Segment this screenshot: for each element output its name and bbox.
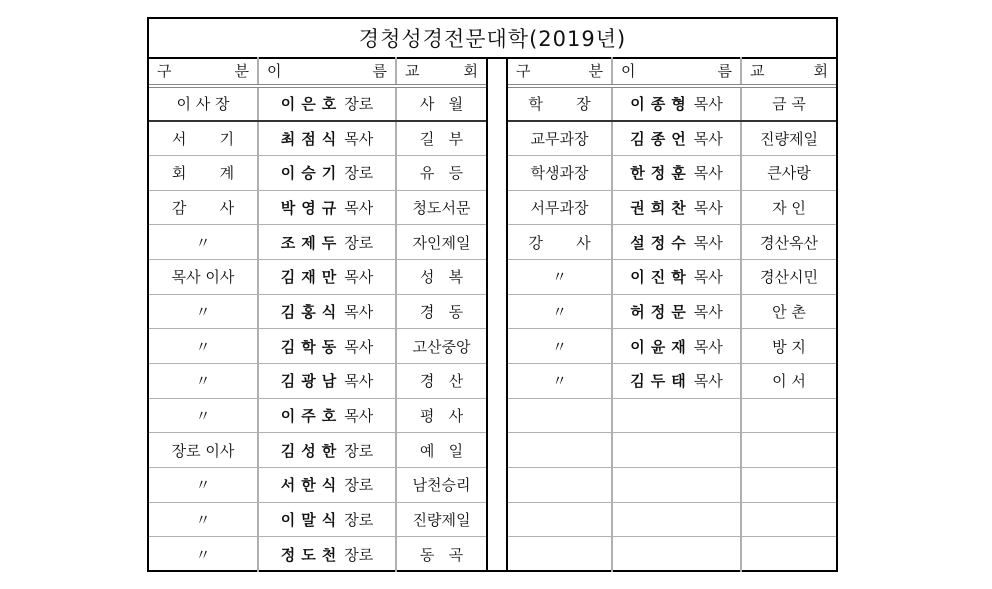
church-cell	[741, 502, 836, 537]
person-name: 김종언	[630, 129, 692, 148]
role-cell: 이 사 장	[149, 86, 258, 121]
name-cell	[258, 225, 396, 260]
header-row	[149, 57, 486, 86]
church-cell: 이 서	[741, 364, 836, 399]
table-row	[149, 121, 486, 156]
person-name: 권희찬	[630, 198, 692, 217]
name-cell	[612, 398, 741, 433]
table-row	[508, 502, 836, 537]
role-cell	[508, 398, 612, 433]
role-cell: 학생과장	[508, 155, 612, 190]
role-cell: 〃	[508, 259, 612, 294]
person-name: 한정훈	[630, 164, 692, 183]
name-cell	[612, 259, 741, 294]
header-cell	[258, 57, 396, 86]
name-cell	[612, 364, 741, 399]
church-cell: 고산중앙	[396, 329, 486, 364]
table-row	[149, 502, 486, 537]
person-name: 서한식	[280, 476, 343, 495]
church-cell	[741, 537, 836, 572]
table-row	[149, 259, 486, 294]
table-row	[149, 537, 486, 572]
table-row	[508, 86, 836, 121]
name-cell	[258, 294, 396, 329]
table-row	[149, 433, 486, 468]
person-name: 김성한	[280, 441, 343, 460]
church-cell: 유 등	[396, 155, 486, 190]
church-cell: 진량제일	[741, 121, 836, 156]
person-name: 이주호	[280, 407, 343, 426]
name-cell	[258, 468, 396, 503]
church-cell: 경산옥산	[741, 225, 836, 260]
church-cell: 진량제일	[396, 502, 486, 537]
table-row	[508, 225, 836, 260]
table-row	[149, 190, 486, 225]
role-cell: 학 장	[508, 86, 612, 121]
person-title: 장로	[344, 511, 374, 530]
header-char: 름	[717, 62, 732, 80]
person-name: 김광남	[280, 372, 343, 391]
header-cell	[396, 57, 486, 86]
person-title: 목사	[344, 198, 374, 217]
right-roster-table	[508, 57, 836, 572]
person-title: 목사	[344, 268, 374, 287]
header-char: 회	[813, 62, 828, 80]
person-title: 목사	[693, 95, 723, 114]
header-cell	[149, 57, 258, 86]
church-cell: 방 지	[741, 329, 836, 364]
right-roster	[506, 57, 836, 570]
header-char: 교	[405, 62, 420, 80]
role-cell: 〃	[149, 225, 258, 260]
name-cell	[258, 259, 396, 294]
person-title: 장로	[344, 441, 374, 460]
header-cell	[612, 57, 741, 86]
church-cell: 청도서문	[396, 190, 486, 225]
person-title: 목사	[344, 129, 374, 148]
person-name: 김두태	[630, 372, 692, 391]
church-cell: 평 사	[396, 398, 486, 433]
table-row	[508, 329, 836, 364]
person-title: 목사	[344, 337, 374, 356]
person-title: 목사	[344, 372, 374, 391]
left-roster-table	[149, 57, 486, 572]
header-label	[149, 60, 257, 81]
church-cell	[741, 433, 836, 468]
church-cell: 사 월	[396, 86, 486, 121]
name-cell	[258, 502, 396, 537]
person-name: 이윤재	[630, 337, 692, 356]
header-label	[397, 60, 486, 81]
header-cell	[508, 57, 612, 86]
role-cell: 〃	[508, 294, 612, 329]
header-row	[508, 57, 836, 86]
table-row	[508, 398, 836, 433]
person-title: 장로	[344, 95, 374, 114]
church-cell	[741, 468, 836, 503]
church-cell: 동 곡	[419, 546, 464, 565]
header-char: 구	[516, 62, 531, 80]
person-name: 이은호	[280, 95, 343, 114]
header-char: 회	[463, 62, 478, 80]
church-cell: 길 부	[396, 121, 486, 156]
name-cell	[612, 329, 741, 364]
role-cell: 서무과장	[508, 190, 612, 225]
role-cell: 목사 이사	[149, 259, 258, 294]
role-cell: 〃	[149, 364, 258, 399]
header-char: 이	[621, 62, 636, 80]
person-name: 이말식	[280, 511, 343, 530]
name-cell	[258, 329, 396, 364]
person-title: 장로	[344, 546, 374, 565]
name-cell	[258, 433, 396, 468]
name-cell	[612, 433, 741, 468]
name-cell	[612, 468, 741, 503]
church-cell: 자인제일	[396, 225, 486, 260]
church-cell: 남천승리	[396, 468, 486, 503]
role-cell	[508, 468, 612, 503]
table-row	[508, 259, 836, 294]
header-char: 름	[372, 62, 387, 80]
roster-document	[147, 17, 838, 572]
name-cell	[258, 155, 396, 190]
person-title: 목사	[693, 268, 723, 287]
table-row	[149, 86, 486, 121]
person-title: 목사	[693, 372, 723, 391]
role-cell: 〃	[508, 364, 612, 399]
church-cell: 큰사랑	[741, 155, 836, 190]
person-name: 이진학	[630, 268, 692, 287]
table-row	[508, 190, 836, 225]
person-title: 목사	[693, 337, 723, 356]
name-cell	[612, 225, 741, 260]
person-name: 이승기	[280, 164, 343, 183]
table-row	[508, 364, 836, 399]
role-cell: 감 사	[149, 190, 258, 225]
church-cell: 예 일	[396, 433, 486, 468]
role-cell: 〃	[508, 329, 612, 364]
header-label	[742, 60, 836, 81]
header-cell	[741, 57, 836, 86]
header-char: 구	[157, 62, 172, 80]
church-cell: 금 곡	[741, 86, 836, 121]
person-title: 목사	[693, 164, 723, 183]
table-row	[508, 468, 836, 503]
name-cell	[612, 502, 741, 537]
person-title: 목사	[693, 302, 723, 321]
role-cell: 강 사	[508, 225, 612, 260]
person-name: 조제두	[280, 233, 343, 252]
table-row	[149, 294, 486, 329]
role-cell: 교무과장	[508, 121, 612, 156]
left-roster	[149, 57, 488, 570]
role-cell: 서 기	[149, 121, 258, 156]
person-title: 목사	[344, 302, 374, 321]
person-name: 허정문	[630, 302, 692, 321]
person-name: 설정수	[630, 233, 692, 252]
name-cell	[612, 86, 741, 121]
header-char: 분	[588, 62, 603, 80]
person-name: 김재만	[280, 268, 343, 287]
table-row	[149, 364, 486, 399]
person-title: 장로	[344, 476, 374, 495]
person-title: 장로	[344, 164, 374, 183]
church-cell: 자 인	[741, 190, 836, 225]
person-title: 목사	[693, 198, 723, 217]
header-label	[259, 60, 395, 81]
role-cell: 회 계	[149, 155, 258, 190]
role-cell: 〃	[149, 468, 258, 503]
role-cell	[508, 433, 612, 468]
person-title: 목사	[693, 233, 723, 252]
name-cell	[612, 537, 741, 572]
header-char: 이	[267, 62, 282, 80]
role-cell: 〃	[149, 329, 258, 364]
name-cell	[612, 190, 741, 225]
name-cell	[258, 537, 396, 572]
church-cell: 경 동	[396, 294, 486, 329]
table-row	[508, 155, 836, 190]
document-title: 경청성경전문대학(2019년)	[149, 19, 836, 59]
role-cell: 〃	[149, 294, 258, 329]
church-cell: 성 복	[396, 259, 486, 294]
table-row	[149, 468, 486, 503]
name-cell	[258, 121, 396, 156]
church-cell: 경산시민	[741, 259, 836, 294]
person-name: 최점식	[280, 129, 343, 148]
table-row	[508, 433, 836, 468]
role-cell	[508, 502, 612, 537]
role-cell: 장로 이사	[149, 433, 258, 468]
person-name: 정도천	[280, 546, 343, 565]
role-cell	[508, 537, 612, 572]
header-char: 교	[750, 62, 765, 80]
header-char: 분	[234, 62, 249, 80]
name-cell	[612, 294, 741, 329]
church-cell: 안 촌	[741, 294, 836, 329]
table-row	[508, 537, 836, 572]
person-name: 김홍식	[280, 302, 343, 321]
table-row	[149, 398, 486, 433]
name-cell	[612, 121, 741, 156]
person-title: 목사	[344, 407, 374, 426]
header-label	[613, 60, 740, 81]
role-cell: 〃	[149, 502, 258, 537]
table-row	[149, 155, 486, 190]
table-row	[508, 294, 836, 329]
table-row	[149, 225, 486, 260]
name-cell	[612, 155, 741, 190]
table-row	[149, 329, 486, 364]
name-cell	[258, 398, 396, 433]
table-row	[508, 121, 836, 156]
person-title: 장로	[344, 233, 374, 252]
person-name: 이종형	[630, 95, 692, 114]
role-cell: 〃	[149, 537, 258, 572]
church-cell: 경 산	[396, 364, 486, 399]
person-name: 박영규	[280, 198, 343, 217]
name-cell	[258, 364, 396, 399]
name-cell	[258, 86, 396, 121]
church-cell	[741, 398, 836, 433]
header-label	[508, 60, 611, 81]
person-name: 김학동	[280, 337, 343, 356]
name-cell	[258, 190, 396, 225]
role-cell: 〃	[149, 398, 258, 433]
person-title: 목사	[693, 129, 723, 148]
